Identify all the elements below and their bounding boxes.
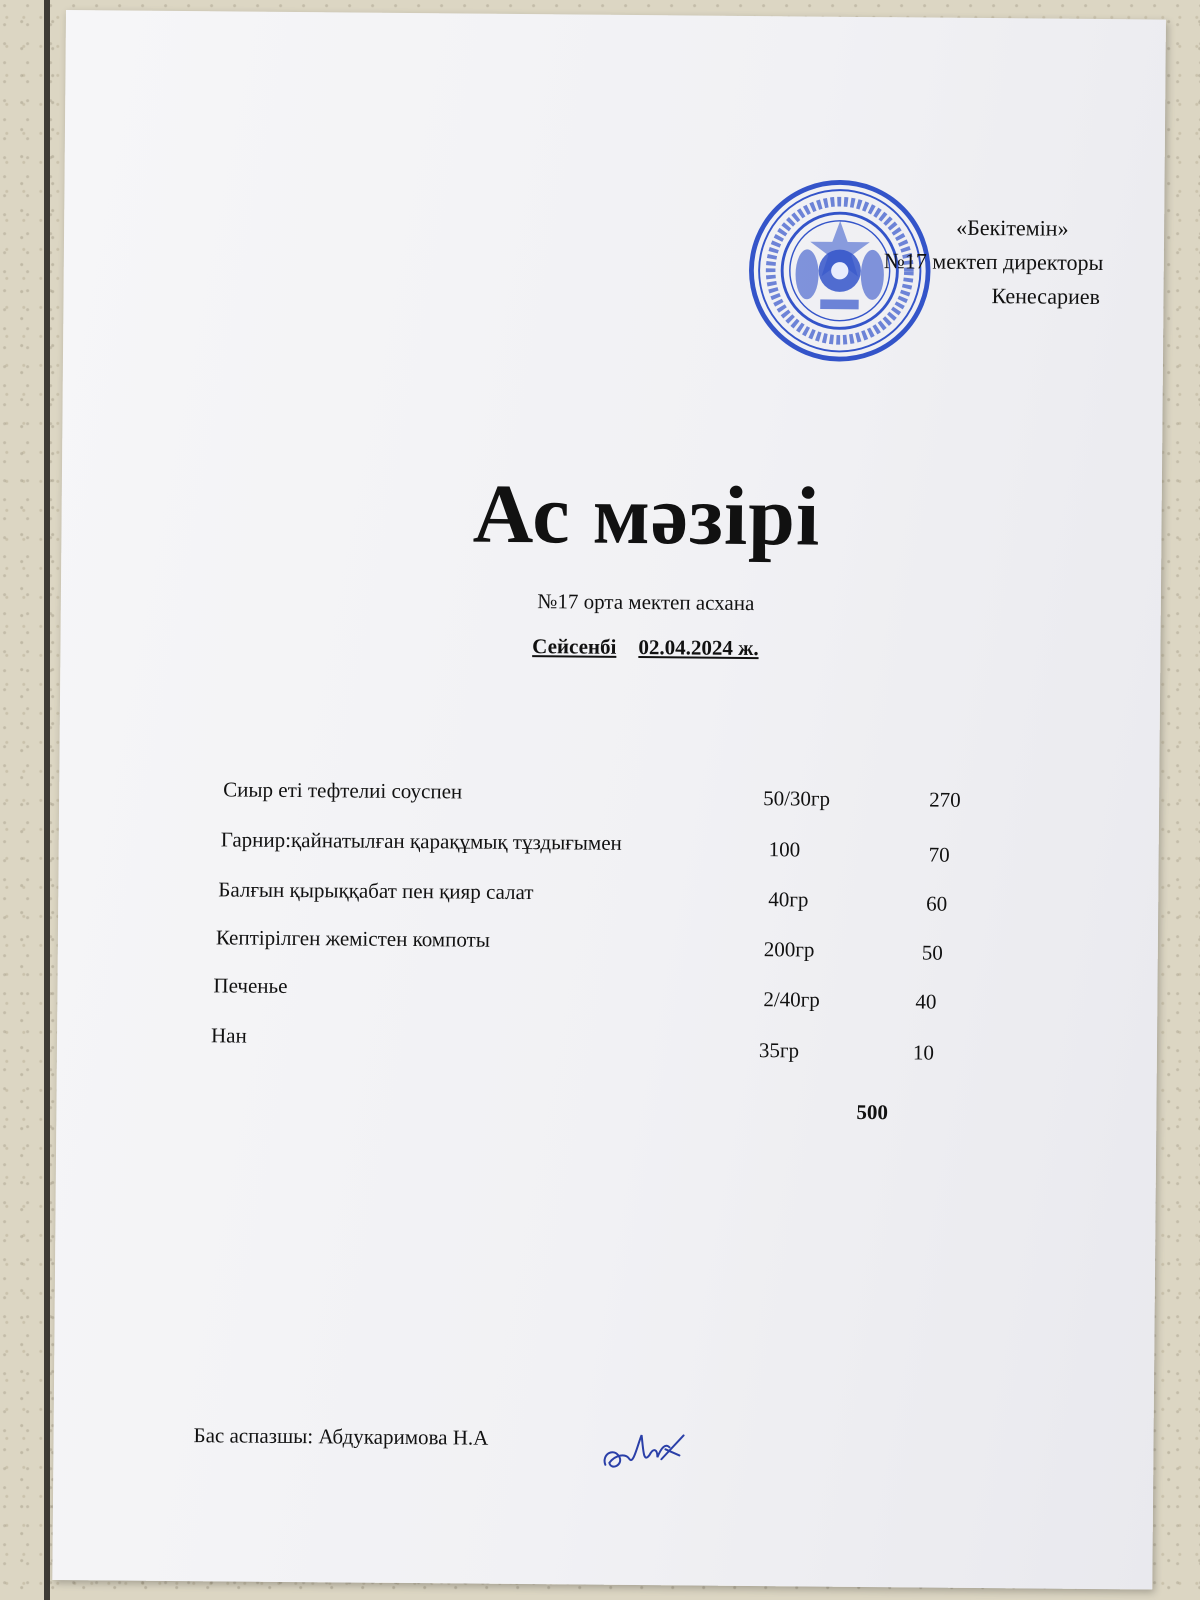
menu-row [59, 826, 1159, 866]
approval-director: №17 мектеп директоры [883, 248, 1104, 276]
dish-weight: 100 [768, 837, 801, 862]
dish-name: Кептірілген жемістен компоты [215, 925, 491, 952]
dish-name: Гарнир:қайнатылған қарақұмық тұздығымен [220, 827, 622, 855]
menu-row [57, 972, 1157, 1012]
weekday: Сейсенбі [532, 634, 617, 659]
page-title: Ас мәзірі [472, 467, 821, 564]
dish-name: Сиыр еті тефтелиі соуспен [223, 777, 463, 804]
dish-weight: 200гр [763, 937, 815, 962]
dish-price: 10 [912, 1040, 935, 1065]
date-line [60, 630, 1200, 665]
dish-name: Балғын қырыққабат пен қияр салат [218, 877, 534, 905]
approval-heading: «Бекітемін» [956, 214, 1069, 241]
menu-row [59, 776, 1159, 816]
chef-line: Бас аспазшы: Абдукаримова Н.А [193, 1423, 489, 1450]
menu-row [58, 876, 1158, 916]
approval-name: Кенесариев [991, 283, 1101, 310]
dish-price: 70 [928, 842, 950, 867]
dish-weight: 35гр [758, 1038, 800, 1063]
dish-weight: 50/30гр [763, 786, 831, 811]
chef-signature [599, 1425, 689, 1482]
date: 02.04.2024 ж. [638, 635, 759, 661]
approval-block [883, 210, 1103, 314]
menu-sheet [52, 10, 1166, 1590]
dish-price: 270 [929, 787, 961, 812]
menu-total: 500 [856, 1099, 889, 1125]
dish-name: Нан [210, 1023, 247, 1048]
menu-row [57, 1022, 1157, 1065]
dish-price: 50 [921, 940, 943, 965]
menu-row [58, 924, 1158, 964]
dish-price: 40 [915, 989, 937, 1014]
dish-weight: 2/40гр [763, 987, 820, 1012]
table-edge [44, 0, 50, 1600]
page-subtitle: №17 орта мектеп асхана [537, 589, 755, 616]
dish-price: 60 [926, 891, 948, 916]
dish-name: Печенье [213, 973, 288, 998]
dish-weight: 40гр [768, 887, 809, 912]
